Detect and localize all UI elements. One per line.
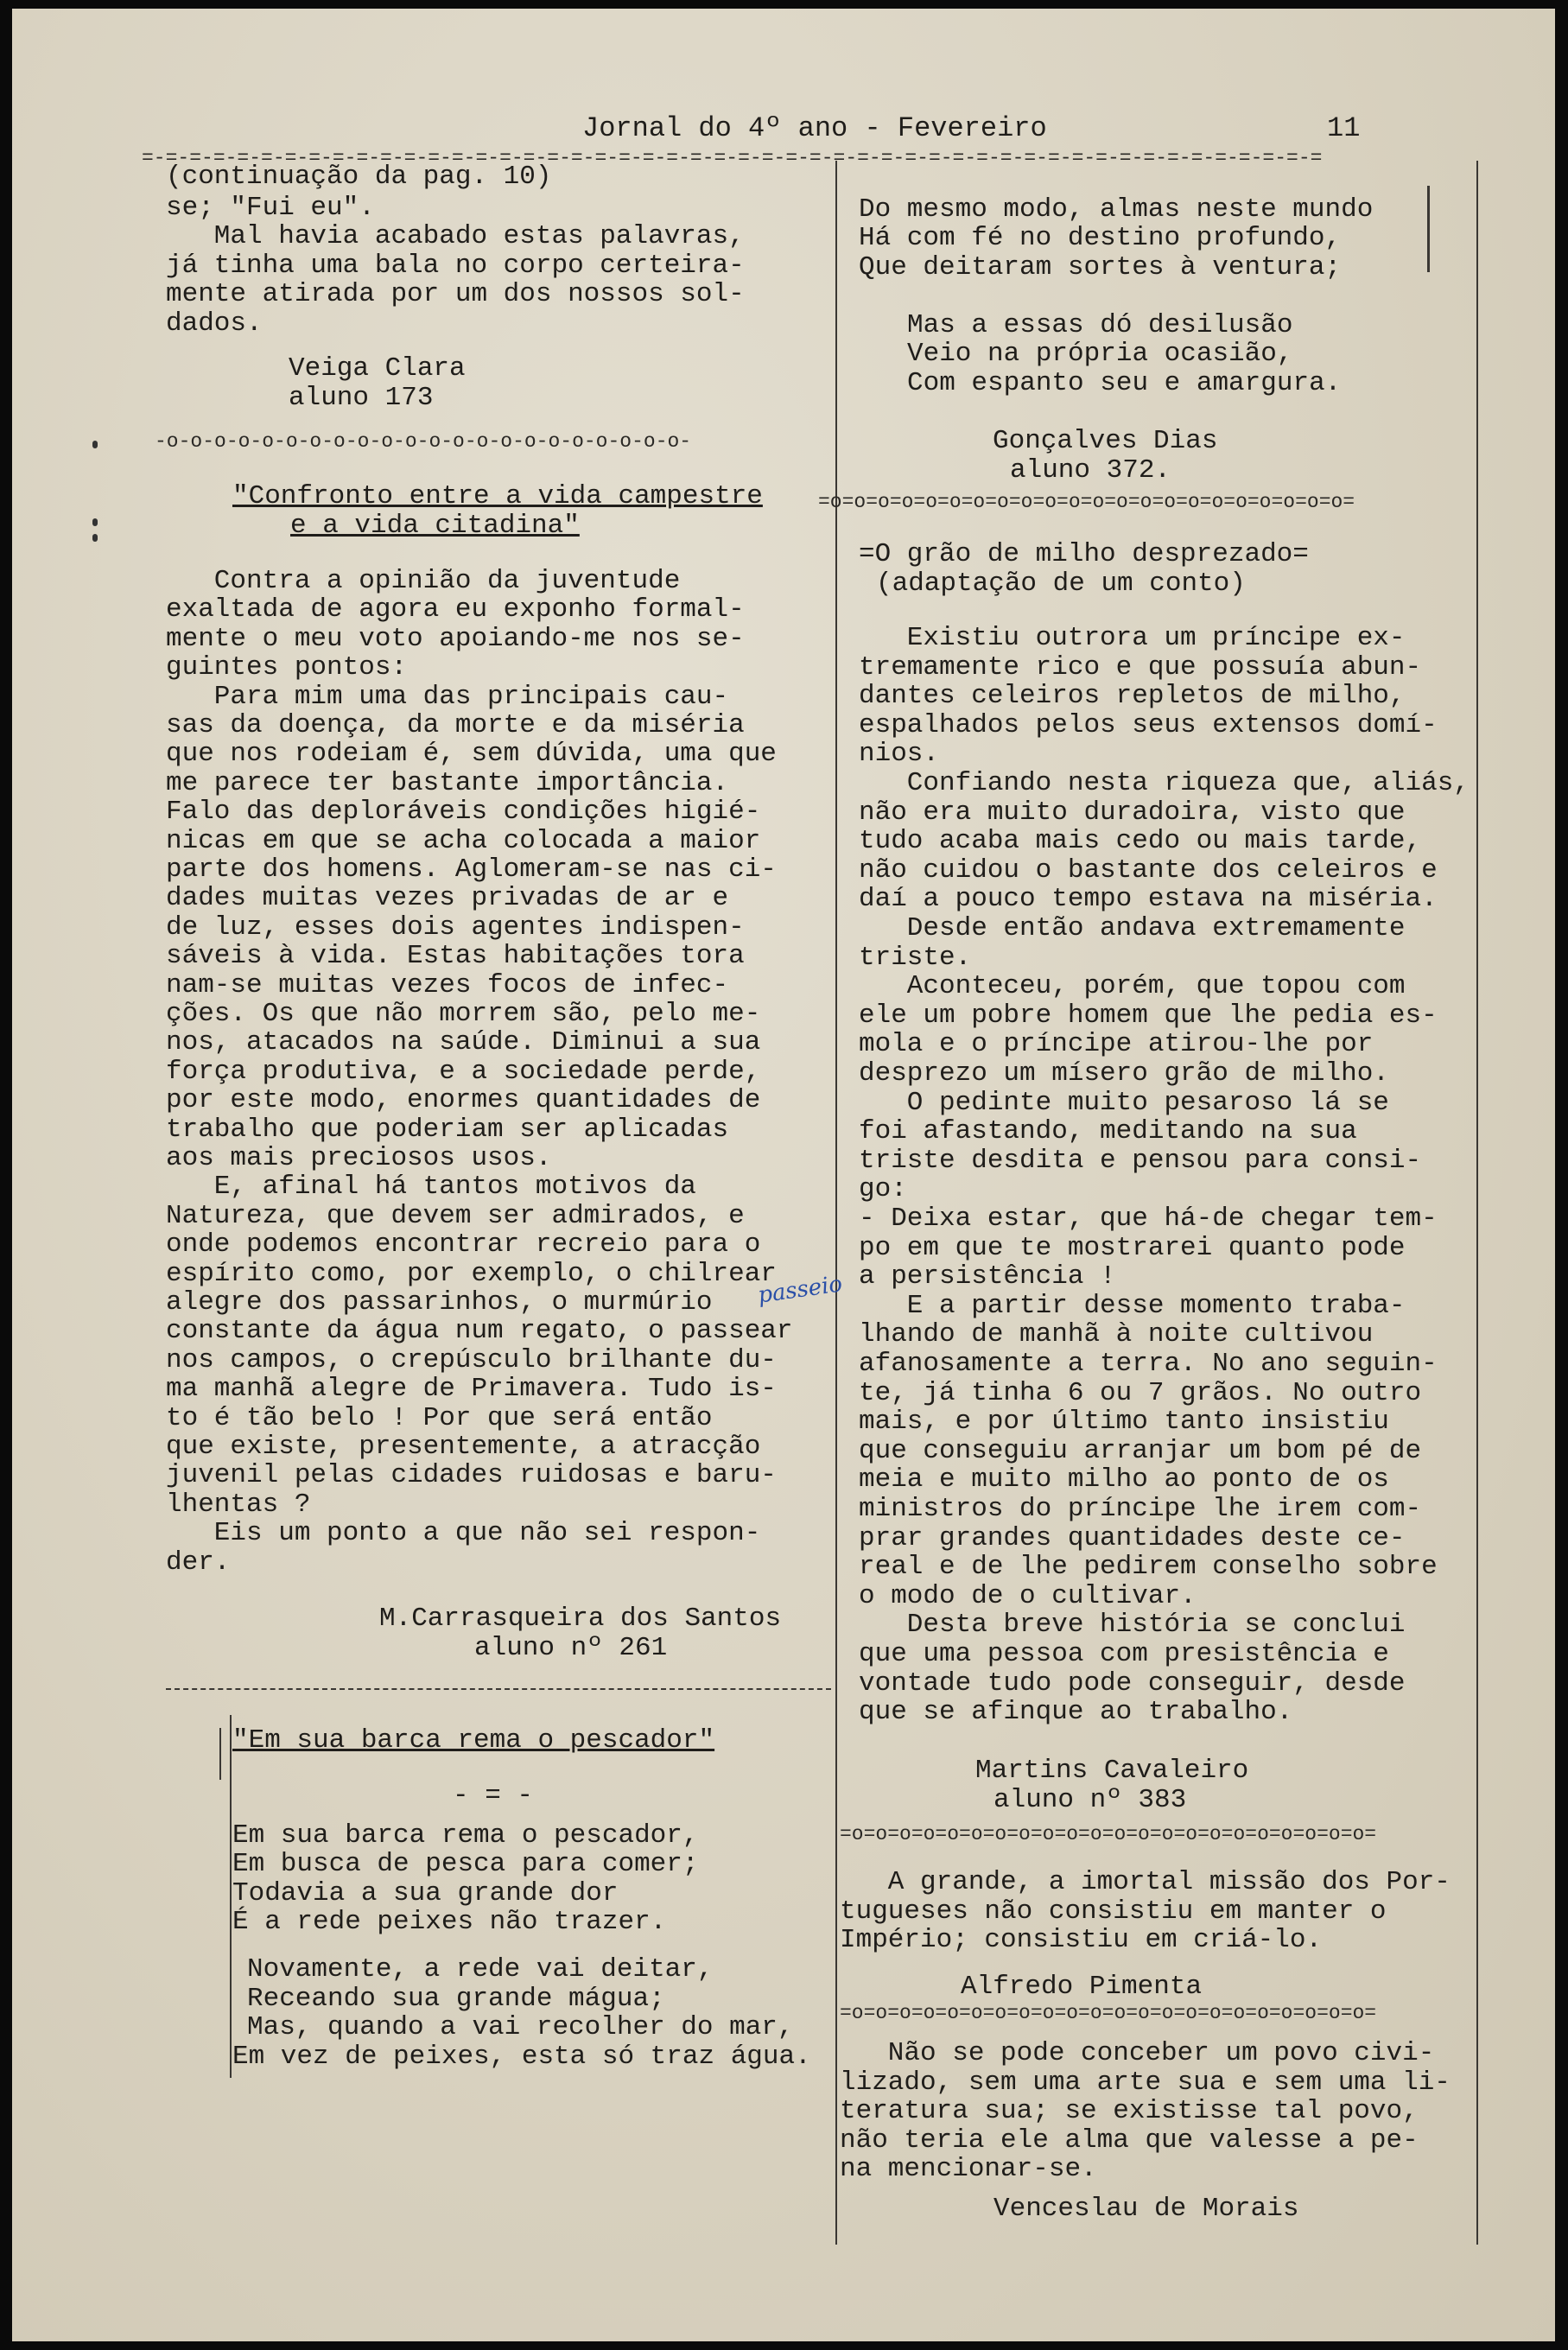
- handwritten-correction: passeio: [756, 1271, 844, 1309]
- poem-line: Mas a essas dó desilusão: [907, 310, 1293, 340]
- body-line: der.: [166, 1547, 231, 1578]
- body-line: O pedinte muito pesaroso lá se: [859, 1087, 1389, 1118]
- quote-line: tugueses não consistiu em manter o: [840, 1896, 1387, 1927]
- continuation-line: já tinha uma bala no corpo certeira-: [166, 251, 745, 281]
- body-line: ele um pobre homem que lhe pedia es-: [859, 1000, 1438, 1031]
- body-line: E a partir desse momento traba-: [859, 1290, 1406, 1321]
- separator: -o-o-o-o-o-o-o-o-o-o-o-o-o-o-o-o-o-o-o-o-o-o-: [155, 430, 692, 453]
- poem-line: Que deitaram sortes à ventura;: [859, 252, 1342, 283]
- body-line: por este modo, enormes quantidades de: [166, 1085, 761, 1116]
- body-line: guintes pontos:: [166, 652, 408, 683]
- body-line: mente o meu voto apoiando-me nos se-: [166, 623, 745, 654]
- author-name: Veiga Clara: [289, 353, 466, 384]
- body-line: que uma pessoa com presistência e: [859, 1639, 1389, 1669]
- body-line: Contra a opinião da juventude: [166, 566, 681, 596]
- poem-divider: - = -: [453, 1781, 534, 1811]
- body-line: lhentas ?: [166, 1489, 311, 1520]
- body-line: Desta breve história se conclui: [859, 1610, 1406, 1641]
- page-title: Jornal do 4º ano - Fevereiro: [582, 112, 1047, 144]
- student-number: aluno nº 383: [993, 1785, 1187, 1815]
- author-name: Gonçalves Dias: [993, 426, 1218, 456]
- body-line: E, afinal há tantos motivos da: [166, 1172, 696, 1203]
- continuation-label: (continuação da pag. 10): [166, 162, 552, 192]
- poem-line: Com espanto seu e amargura.: [907, 368, 1342, 398]
- body-line: tremamente rico e que possuía abun-: [859, 651, 1422, 683]
- continuation-line: Mal havia acabado estas palavras,: [166, 221, 745, 251]
- body-line: Existiu outrora um príncipe ex-: [859, 623, 1406, 653]
- body-line: ções. Os que não morrem são, pelo me-: [166, 999, 761, 1029]
- body-line: espírito como, por exemplo, o chilrear: [166, 1258, 777, 1289]
- body-line: trabalho que poderiam ser aplicadas: [166, 1114, 729, 1145]
- body-line: exaltada de agora eu exponho formal-: [166, 594, 745, 626]
- punch-mark: [92, 534, 98, 542]
- column-divider: [835, 161, 837, 2245]
- body-line: sas da doença, da morte e da miséria: [166, 710, 745, 740]
- body-line: meia e muito milho ao ponto de os: [859, 1464, 1389, 1496]
- continuation-line: se; "Fui eu".: [166, 193, 375, 223]
- body-line: que conseguiu arranjar um bom pé de: [859, 1435, 1422, 1466]
- poem-margin-mark: [1427, 186, 1430, 272]
- poem-line: Em vez de peixes, esta só traz água.: [232, 2042, 811, 2072]
- poem-line: Em sua barca rema o pescador,: [232, 1820, 699, 1851]
- body-line: juvenil pelas cidades ruidosas e baru-: [166, 1460, 777, 1491]
- continuation-line: mente atirada por um dos nossos sol-: [166, 279, 745, 309]
- body-line: Confiando nesta riqueza que, aliás,: [859, 768, 1470, 798]
- body-line: mais, e por último tanto insistiu: [859, 1407, 1389, 1438]
- continuation-line: dados.: [166, 308, 263, 339]
- quote-line: não teria ele alma que valesse a pe-: [840, 2125, 1419, 2156]
- body-line: real e de lhe pedirem conselho sobre: [859, 1552, 1438, 1583]
- poem-line: É a rede peixes não trazer.: [232, 1907, 667, 1937]
- poem-line: Do mesmo modo, almas neste mundo: [859, 194, 1374, 225]
- poem-line: Há com fé no destino profundo,: [859, 223, 1342, 253]
- quote-line: Não se pode conceber um povo civi-: [840, 2038, 1435, 2068]
- body-line: não era muito duradoira, visto que: [859, 797, 1406, 828]
- body-line: lhando de manhã à noite cultivou: [859, 1319, 1374, 1350]
- author-name: Venceslau de Morais: [993, 2194, 1299, 2224]
- body-line: ma manhã alegre de Primavera. Tudo is-: [166, 1374, 777, 1405]
- poem-line: Veio na própria ocasião,: [907, 339, 1293, 369]
- top-rule: =-=-=-=-=-=-=-=-=-=-=-=-=-=-=-=-=-=-=-=-=-=-=-=-=-=-=-=-=-=-=-=-=-=-=-=-=-=-=-=-=-=-=-=-=-=-=-=-=-=: [142, 147, 1323, 169]
- author-name: Martins Cavaleiro: [975, 1756, 1249, 1786]
- body-line: que nos rodeiam é, sem dúvida, uma que: [166, 739, 777, 770]
- body-line: te, já tinha 6 ou 7 grãos. No outro: [859, 1377, 1422, 1408]
- body-line: Aconteceu, porém, que topou com: [859, 971, 1406, 1002]
- poem-border: [219, 1728, 221, 1780]
- punch-mark: [92, 518, 98, 526]
- body-line: - Deixa estar, que há-de chegar tem-: [859, 1204, 1438, 1234]
- body-line: força produtiva, e a sociedade perde,: [166, 1056, 761, 1087]
- body-line: mola e o príncipe atirou-lhe por: [859, 1029, 1374, 1060]
- body-line: nicas em que se acha colocada a maior: [166, 825, 761, 856]
- body-line: constante da água num regato, o passear: [166, 1316, 793, 1347]
- separator: =o=o=o=o=o=o=o=o=o=o=o=o=o=o=o=o=o=o=o=o=o=o=: [840, 1823, 1377, 1845]
- body-line: vontade tudo pode conseguir, desde: [859, 1667, 1406, 1699]
- poem-line: Em busca de pesca para comer;: [232, 1849, 699, 1879]
- body-line: Eis um ponto a que não sei respon-: [166, 1518, 761, 1549]
- document-page: [12, 9, 1555, 2341]
- body-line: dades muitas vezes privadas de ar e: [166, 883, 729, 914]
- body-line: po em que te mostrarei quanto pode: [859, 1232, 1406, 1263]
- body-line: triste desdita e pensou para consi-: [859, 1145, 1422, 1176]
- separator: =o=o=o=o=o=o=o=o=o=o=o=o=o=o=o=o=o=o=o=o=o=o=: [818, 491, 1355, 513]
- body-line: de luz, esses dois agentes indispen-: [166, 911, 745, 943]
- body-line: afanosamente a terra. No ano seguin-: [859, 1349, 1438, 1379]
- page-number: 11: [1327, 112, 1361, 144]
- body-line: nos, atacados na saúde. Diminui a sua: [166, 1027, 761, 1058]
- student-number: aluno nº 261: [474, 1633, 668, 1663]
- punch-mark: [92, 441, 98, 448]
- body-line: sáveis à vida. Estas habitações tora: [166, 941, 745, 972]
- body-line: nam-se muitas vezes focos de infec-: [166, 969, 729, 1000]
- student-number: aluno 173: [289, 383, 434, 413]
- body-line: alegre dos passarinhos, o murmúrio: [166, 1287, 713, 1318]
- story-title: =O grão de milho desprezado=: [859, 539, 1309, 569]
- poem-line: Receando sua grande mágua;: [247, 1984, 665, 2014]
- body-line: Natureza, que devem ser admirados, e: [166, 1200, 745, 1231]
- body-line: ministros do príncipe lhe irem com-: [859, 1494, 1422, 1524]
- separator: [166, 1688, 831, 1690]
- body-line: dantes celeiros repletos de milho,: [859, 681, 1406, 712]
- body-line: go:: [859, 1174, 907, 1205]
- poem-line: Todavia a sua grande dor: [232, 1878, 619, 1909]
- author-name: M.Carrasqueira dos Santos: [379, 1604, 782, 1634]
- right-border: [1476, 161, 1478, 2245]
- poem-title: "Em sua barca rema o pescador": [232, 1725, 715, 1756]
- body-line: nos campos, o crepúsculo brilhante du-: [166, 1344, 777, 1375]
- body-line: daí a pouco tempo estava na miséria.: [859, 884, 1438, 915]
- quote-line: Império; consistiu em criá-lo.: [840, 1925, 1323, 1955]
- body-line: nios.: [859, 739, 940, 770]
- body-line: Desde então andava extremamente: [859, 913, 1406, 943]
- separator: =o=o=o=o=o=o=o=o=o=o=o=o=o=o=o=o=o=o=o=o=o=o=: [840, 2002, 1377, 2024]
- essay-title: e a vida citadina": [290, 511, 580, 541]
- body-line: o modo de o cultivar.: [859, 1580, 1197, 1611]
- body-line: espalhados pelos seus extensos domí-: [859, 709, 1438, 740]
- quote-line: lizado, sem uma arte sua e sem uma li-: [840, 2067, 1451, 2098]
- student-number: aluno 372.: [1010, 455, 1171, 486]
- quote-line: na mencionar-se.: [840, 2154, 1097, 2184]
- body-line: foi afastando, meditando na sua: [859, 1116, 1357, 1147]
- body-line: não cuidou o bastante dos celeiros e: [859, 854, 1438, 886]
- body-line: que existe, presentemente, a atracção: [166, 1432, 761, 1462]
- story-subtitle: (adaptação de um conto): [876, 568, 1246, 599]
- poem-line: Mas, quando a vai recolher do mar,: [247, 2012, 794, 2042]
- body-line: onde podemos encontrar recreio para o: [166, 1229, 761, 1261]
- author-name: Alfredo Pimenta: [961, 1972, 1203, 2002]
- body-line: Falo das deploráveis condições higié-: [166, 797, 761, 828]
- poem-border: [230, 1715, 232, 2078]
- essay-title: "Confronto entre a vida campestre: [232, 481, 763, 511]
- body-line: desprezo um mísero grão de milho.: [859, 1058, 1389, 1089]
- body-line: prar grandes quantidades deste ce-: [859, 1522, 1406, 1553]
- body-line: a persistência !: [859, 1261, 1116, 1292]
- body-line: Para mim uma das principais cau-: [166, 681, 729, 712]
- body-line: triste.: [859, 942, 972, 973]
- quote-line: teratura sua; se existisse tal povo,: [840, 2096, 1419, 2126]
- quote-line: A grande, a imortal missão dos Por-: [840, 1867, 1451, 1897]
- body-line: aos mais preciosos usos.: [166, 1143, 552, 1173]
- body-line: me parece ter bastante importância.: [166, 767, 729, 798]
- body-line: tudo acaba mais cedo ou mais tarde,: [859, 826, 1422, 857]
- body-line: que se afinque ao trabalho.: [859, 1697, 1293, 1728]
- body-line: parte dos homens. Aglomeram-se nas ci-: [166, 854, 777, 885]
- poem-line: Novamente, a rede vai deitar,: [247, 1954, 714, 1985]
- body-line: to é tão belo ! Por que será então: [166, 1402, 713, 1433]
